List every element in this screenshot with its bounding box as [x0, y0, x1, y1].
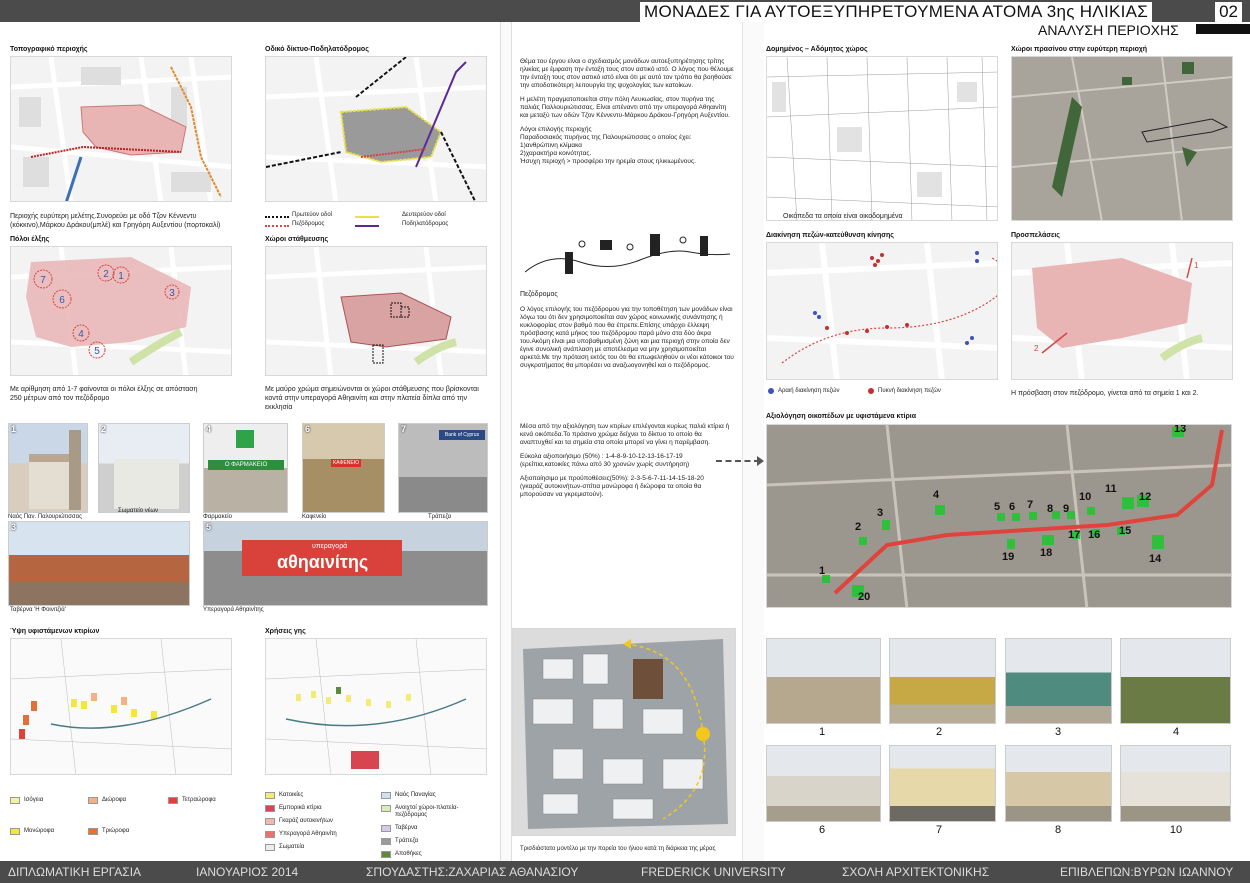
photo-supermarket — [203, 521, 488, 606]
plot-number: 18 — [1040, 547, 1053, 559]
legend-label: Διώροφα — [102, 797, 127, 803]
plot-number: 2 — [855, 521, 862, 533]
access-caption: Η πρόσβαση στον πεζόδρομο, γίνεται από τα σημεία 1 και 2. — [1011, 390, 1199, 397]
heights-map — [10, 638, 232, 775]
model-caption: Τρισδιάστατο μοντέλο με την πορεία του ήλιου κατά τη διάρκεια της μέρας — [520, 846, 716, 852]
landuse-map — [265, 638, 487, 775]
plot-number: 8 — [1047, 503, 1054, 515]
access-point-1: 1 — [1194, 261, 1199, 270]
photo-taverna-caption: Ταβέρνα 'Η Φοινιτζιά' — [10, 607, 66, 613]
plot-photo-number: 1 — [818, 726, 826, 738]
photo-num: 4 — [206, 424, 212, 434]
photo-club-caption: Σωματείο νέων — [118, 508, 159, 514]
supermarket-sign-big: αθηαινίτης — [277, 552, 369, 572]
legend-swatch — [265, 831, 275, 838]
legend-swatch — [381, 838, 391, 845]
page-divider — [500, 22, 512, 861]
legend-swatch — [168, 797, 178, 804]
pointer-arrow — [716, 460, 760, 462]
plot-photo-number: 3 — [1054, 726, 1062, 738]
photo-church-caption: Ναός Παν. Παλουριώτισσας — [8, 514, 82, 520]
footer-university: FREDERICK UNIVERSITY — [641, 865, 786, 879]
legend-sparse: Αραιή διακίνηση πεζών — [778, 388, 840, 394]
pedestrian-text: Ο λόγος επιλογής του πεζόδρομου για την τοποθέτηση των μονάδων είναι λόγω του ότι δεν χρησιμοποιείται σαν χώρος κοινωνικής συνάντησης ή κυκλοφορίας στον βαθμό που θα έπρεπε.Επίσης υπάρχει έλλειψη πρόσβασης κατά μήκος του πεζόδρομου παρά μόνο στα δύο άκρα του.Ακόμη είναι μια υποβαθμισμένη ζώνη και μια περιοχή στην οποία δεν έγινε συνολική ανάπλαση με αποτέλεσμα να μην χρησιμοποιείται αρκετά.Με την πρόταση εκτός του ότι θα επωφεληθούν οι νέοι κάτοικοι του συγκροτήματος θα μπορέσει να αναζωογονηθεί και ο πεζόδρομος. — [520, 306, 734, 369]
plot-photo — [766, 745, 881, 822]
taverna-wall — [9, 582, 190, 606]
photo-kafeneio-caption: Καφενείο — [302, 514, 327, 520]
legend-secondary: Δευτερεύον οδοί — [402, 212, 446, 218]
plot-photo-number: 10 — [1169, 824, 1183, 836]
legend-swatch — [265, 844, 275, 851]
photo-bank-caption: Τράπεζα — [428, 514, 452, 520]
movement-title: Διακίνηση πεζών-κατεύθυνση κίνησης — [766, 232, 894, 239]
bank-sign: Bank of Cyprus — [439, 430, 485, 440]
supermarket-sign-small: υπεραγορά — [312, 543, 348, 550]
legend-swatch — [381, 792, 391, 799]
photo-pharmacy-caption: Φαρμακείο — [203, 514, 232, 520]
pharmacy-sign: Ο ΦΑΡΜΑΚΕΙΟ — [208, 460, 284, 470]
topo-map — [10, 56, 232, 202]
roads-map — [265, 56, 487, 202]
dense-dot-icon — [868, 388, 874, 394]
plot-number: 14 — [1149, 553, 1162, 565]
legend-swatch — [381, 851, 391, 858]
supermarket-sign — [242, 540, 402, 576]
landuse-title: Χρήσεις γης — [265, 628, 306, 635]
sparse-dot-icon — [768, 388, 774, 394]
legend-swatch — [88, 828, 98, 835]
pole-marker-1: 1 — [118, 271, 124, 282]
parking-map — [265, 246, 487, 376]
photo-church — [8, 423, 88, 513]
plot-number: 19 — [1002, 551, 1015, 563]
photo-supermarket-caption: Υπεραγορά Αθηαινίτης — [203, 607, 264, 613]
legend-dense: Πυκνή διακίνηση πεζών — [878, 388, 941, 394]
sun-icon — [696, 727, 710, 741]
legend-ped-line — [265, 225, 289, 227]
built-title: Δομημένος – Αδόμητος χώρος — [766, 46, 868, 53]
photo-num: 7 — [401, 424, 407, 434]
photo-num: 5 — [206, 522, 212, 532]
legend-label: Ισόγεια — [24, 797, 44, 803]
topo-caption: Περιοχής ευρύτερη μελέτης.Συνορεύει με οδό Τζον Κέννεντυ (κόκκινο),Μάρκου Δράκου(μπλέ) και Γρηγόρη Αυξεντίου (πορτοκαλί) — [10, 213, 221, 229]
photo-num: 1 — [11, 424, 17, 434]
legend-label: Κατοικίες — [279, 792, 304, 798]
plot-number: 6 — [1009, 501, 1016, 513]
poles-title: Πόλοι έλξης — [10, 236, 50, 243]
legend-label: Τριώροφα — [102, 828, 130, 834]
easy-note: (ερείπια,κατοικίες πάνω από 30 χρονών χωρίς συντήρηση) — [520, 461, 690, 468]
middle-text — [520, 58, 735, 166]
plot-photo — [1120, 745, 1231, 822]
pole-marker-6: 6 — [59, 295, 65, 306]
evaluation-text — [520, 423, 735, 499]
legend-swatch — [265, 818, 275, 825]
plot-number: 4 — [933, 489, 940, 501]
evaluation-map — [766, 424, 1232, 608]
legend-label: Τετραώροφα — [182, 797, 216, 803]
reason-line: Ήσυχη περιοχή > προσφέρει την ηρεμία στους ηλικιωμένους. — [520, 158, 696, 165]
access-title: Προσπελάσεις — [1011, 232, 1060, 239]
photo-num: 6 — [305, 424, 311, 434]
reasons-title: Λόγοι επιλογής περιοχής — [520, 126, 592, 133]
photo-kafeneio — [302, 423, 385, 513]
plot-number: 10 — [1079, 491, 1092, 503]
plot-number: 15 — [1119, 525, 1132, 537]
evaluation-title: Αξιολόγηση οικοπέδων με υφιστάμενα κτίρια — [766, 413, 917, 420]
legend-label: Εμπορικά κτίρια — [279, 805, 322, 811]
legend-swatch — [10, 797, 20, 804]
legend-swatch — [265, 792, 275, 799]
pole-marker-4: 4 — [78, 329, 84, 340]
footer-school: ΣΧΟΛΗ ΑΡΧΙΤΕΚΤΟΝΙΚΗΣ — [842, 865, 990, 879]
legend-label: Μονώροφα — [24, 828, 55, 834]
plot-photo-number: 2 — [935, 726, 943, 738]
plot-number: 5 — [994, 501, 1001, 513]
legend-label: Αποθήκες — [395, 851, 422, 857]
built-caption: Οικόπεδα τα οποία είναι οικοδομημένα — [783, 213, 903, 220]
legend-label: Σωματεία — [279, 844, 305, 850]
legend-swatch — [265, 805, 275, 812]
legend-label: Ναός Παναγίας — [395, 792, 436, 798]
plot-number: 17 — [1068, 529, 1081, 541]
parking-caption: Με μαύρο χρώμα σημειώνονται οι χώροι στάθμευσης που βρίσκονται κοντά στην υπεραγορά Αθηαινίτη και στην πλατεία δίπλα από την εκκλησία — [265, 386, 479, 411]
access-map — [1011, 242, 1233, 380]
footer-student: ΣΠΟΥΔΑΣΤΗΣ:ΖΑΧΑΡΙΑΣ ΑΘΑΝΑΣΙΟΥ — [366, 865, 579, 879]
eval-paragraph: Μέσα από την αξιολόγηση των κτιρίων επιλέγονται κυρίως παλιά κτίρια ή κενά οικόπεδα.Το πράσινο χρώμα δείχνει το δίκτυο το οποίο θα αναπτυχθεί και τα σημεία στα οποία μπορεί να γίνει η παρέμβαση. — [520, 423, 730, 446]
poles-map — [10, 246, 232, 376]
reason-line: 1)ανθρώπινη κλίμακα — [520, 142, 583, 149]
plot-number: 11 — [1105, 483, 1117, 495]
reason-line: 2)χαρακτήρα κοινότητας. — [520, 150, 592, 157]
plot-number: 16 — [1088, 529, 1101, 541]
plot-photo — [889, 745, 996, 822]
intro-paragraph: Θέμα του έργου είναι ο σχεδιασμός μονάδων αυτοεξυπηρέτησης τρίτης ηλικίας με έμφαση την ένταξη τους στον αστικό ιστό. Ο λόγος που θέλουμε την ένταξη τους στον αστικό ιστό είναι ότι με αυτό τον τρόπο θα βοηθούσε την αποδοτικότερη λειτουργία της ψυχολογίας των κατοίκων. — [520, 58, 734, 89]
plot-photo-number: 4 — [1172, 726, 1180, 738]
photo-num: 2 — [101, 424, 107, 434]
legend-label: Ανοιχτοί χώροι-πλατεία-πεζόδρομος — [395, 805, 459, 818]
plot-number: 1 — [819, 565, 826, 577]
kafeneio-sign: ΚΑΦΕΝΕΙΟ — [332, 460, 360, 466]
legend-swatch — [381, 805, 391, 812]
poles-caption: Με αρίθμηση από 1-7 φαίνονται οι πόλοι έλξης σε απόσταση 250 μέτρων από τον πεζόδρομο — [10, 386, 198, 402]
pole-marker-7: 7 — [40, 275, 46, 286]
sheet-subtitle: ΑΝΑΛΥΣΗ ΠΕΡΙΟΧΗΣ — [1038, 22, 1179, 38]
footer-bar — [0, 861, 1250, 883]
plot-photo — [1005, 638, 1112, 724]
plot-number: 9 — [1063, 503, 1070, 515]
photo-taverna — [8, 521, 190, 606]
plot-photo-number: 8 — [1054, 824, 1062, 836]
plot-number: 3 — [877, 507, 884, 519]
legend-swatch — [10, 828, 20, 835]
plot-number: 13 — [1174, 424, 1187, 435]
footer-thesis: ΔΙΠΛΩΜΑΤΙΚΗ ΕΡΓΑΣΙΑ — [8, 865, 142, 879]
plot-number: 20 — [858, 591, 871, 603]
legend-label: Ταβέρνα — [395, 825, 418, 831]
plot-photo — [889, 638, 996, 724]
reason-line: Παραδοσιακός πυρήνας της Παλουριώτισσας ο οποίος έχει: — [520, 134, 692, 141]
roads-title: Οδικό δίκτυο-Ποδηλατόδρομος — [265, 46, 369, 53]
pedestrian-sketch — [520, 222, 735, 292]
access-point-2: 2 — [1034, 344, 1039, 353]
conditional-note: (γκαράζ αυτοκινήτων-σπίτια μονώροφα ή διώροφα τα οποία θα μπορούσαν να γκρεμιστούν). — [520, 483, 702, 498]
legend-primary: Πρωτεύον οδοί — [292, 212, 333, 218]
photo-num: 3 — [11, 522, 17, 532]
footer-supervisor: ΕΠΙΒΛΕΠΩΝ:ΒΥΡΩΝ ΙΩΑΝΝΟΥ — [1060, 865, 1234, 879]
plot-photo — [766, 638, 881, 724]
built-map — [766, 56, 998, 221]
church-shape — [29, 454, 69, 509]
legend-secondary-line — [355, 216, 379, 218]
photo-pharmacy — [203, 423, 288, 513]
legend-primary-line — [265, 216, 289, 218]
plot-photo — [1120, 638, 1231, 724]
heights-title: Ύψη υφιστάμενων κτιρίων — [10, 628, 100, 635]
photo-club — [98, 423, 190, 513]
legend-label: Τράπεζα — [395, 838, 419, 844]
bell-tower — [69, 430, 81, 510]
sheet-title: ΜΟΝΑΔΕΣ ΓΙΑ ΑΥΤΟΕΞΥΠΗΡΕΤΟΥΜΕΝΑ ΑΤΟΜΑ 3ης ΗΛΙΚΙΑΣ — [640, 2, 1152, 22]
footer-date: ΙΑΝΟΥΑΡΙΟΣ 2014 — [196, 865, 299, 879]
green-title: Χώροι πρασίνου στην ευρύτερη περιοχή — [1011, 46, 1148, 53]
pole-marker-5: 5 — [94, 346, 100, 357]
legend-label: Υπεραγορά Αθηαινίτη — [279, 831, 337, 837]
sketch-label: Πεζόδρομος — [520, 291, 558, 298]
plot-photo — [1005, 745, 1112, 822]
green-map — [1011, 56, 1233, 221]
model-3d — [512, 628, 736, 836]
plot-photo-number: 6 — [818, 824, 826, 836]
legend-swatch — [381, 825, 391, 832]
topo-title: Τοπογραφικό περιοχής — [10, 46, 88, 53]
pole-marker-2: 2 — [103, 269, 109, 280]
legend-pedestrian: Πεζόδρομος — [292, 221, 325, 227]
conditional-line: Αξιοποίησιμο με προϋποθέσεις(50%): 2-3-5-6-7-11-14-15-18-20 — [520, 475, 704, 482]
legend-bicycle: Ποδηλατόδρομος — [402, 221, 449, 227]
legend-label: Γκαράζ αυτοκινήτων — [279, 818, 333, 824]
photo-bank — [398, 423, 488, 513]
legend-swatch — [88, 797, 98, 804]
movement-map — [766, 242, 998, 380]
pharmacy-cross-icon — [236, 430, 254, 448]
subtitle-bar — [1196, 24, 1250, 34]
club-building — [114, 459, 179, 509]
plot-number: 12 — [1139, 491, 1152, 503]
sheet-number: 02 — [1215, 2, 1242, 22]
plot-photo-number: 7 — [935, 824, 943, 836]
arrow-head-icon — [757, 456, 764, 466]
parking-title: Χώροι στάθμευσης — [265, 236, 329, 243]
page-divider-right — [742, 22, 764, 861]
location-paragraph: Η μελέτη πραγματοποιείται στην πόλη Λευκωσίας, στον πυρήνα της παλιάς Παλλουριώτισσας. Είναι απέναντι από την υπεραγορά Αθηαινίτη και μεταξύ των οδών Τζον Κέννεντυ-Μάρκου Δράκου-Γρηγόρη Αυξεντίου. — [520, 96, 730, 119]
legend-bike-line — [355, 225, 379, 227]
plot-number: 7 — [1027, 499, 1034, 511]
pole-marker-3: 3 — [169, 288, 175, 299]
easy-line: Εύκολα αξιοποιήσιμο (50%) : 1-4-8-9-10-12-13-16-17-19 — [520, 453, 683, 460]
